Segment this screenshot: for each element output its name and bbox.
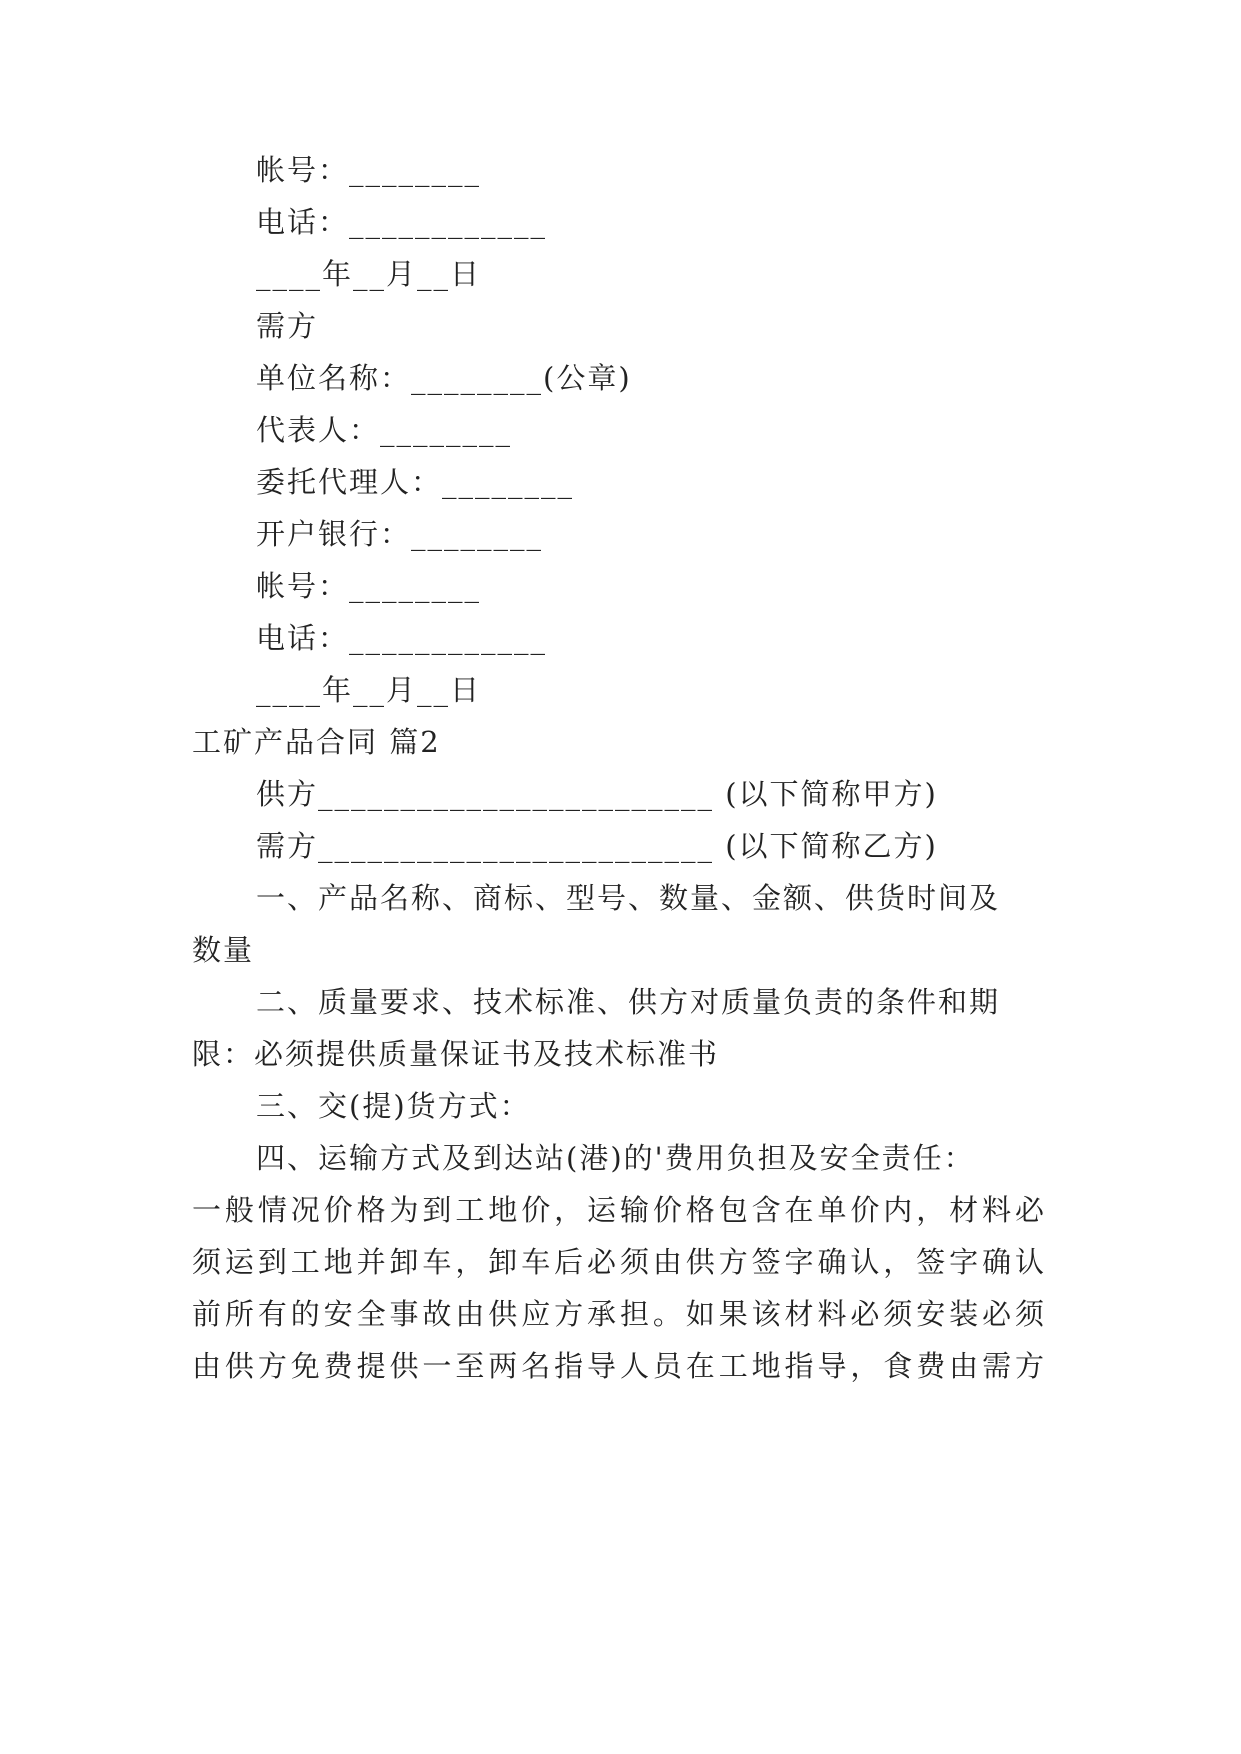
clause-4-line-2: 一般情况价格为到工地价，运输价格包含在单价内，材料必 [192,1193,1044,1227]
buyer-heading: 需方 [256,309,319,343]
buyer-phone-line: 电话：____________ [256,621,548,655]
buyer-bank-line: 开户银行：________ [256,517,544,551]
clause-4-line-3: 须运到工地并卸车，卸车后必须由供方签字确认，签字确认 [192,1245,1044,1279]
contract-title: 工矿产品合同 篇2 [192,725,441,759]
supplier-date-line: ____年__月__日 [256,257,482,291]
clause-4-line-1: 四、运输方式及到达站(港)的'费用负担及安全责任： [256,1141,975,1175]
clause-1-line-1: 一、产品名称、商标、型号、数量、金额、供货时间及 [256,881,1001,915]
clause-1-line-2: 数量 [192,933,255,967]
clause-4-line-4: 前所有的安全事故由供应方承担。如果该材料必须安装必须 [192,1297,1044,1331]
clause-2-line-2: 限：必须提供质量保证书及技术标准书 [192,1037,720,1071]
clause-4-line-5: 由供方免费提供一至两名指导人员在工地指导，食费由需方 [192,1349,1044,1383]
party-a-line: 供方________________________ (以下简称甲方) [256,777,938,811]
supplier-phone-line: 电话：____________ [256,205,548,239]
buyer-date-line: ____年__月__日 [256,673,482,707]
clause-2-line-1: 二、质量要求、技术标准、供方对质量负责的条件和期 [256,985,1001,1019]
party-b-line: 需方________________________ (以下简称乙方) [256,829,938,863]
supplier-account-line: 帐号：________ [256,153,482,187]
buyer-agent-line: 委托代理人：________ [256,465,575,499]
clause-3-line: 三、交(提)货方式： [256,1089,531,1123]
buyer-account-line: 帐号：________ [256,569,482,603]
buyer-representative-line: 代表人：________ [256,413,513,447]
buyer-unit-name-line: 单位名称：________(公章) [256,361,632,395]
